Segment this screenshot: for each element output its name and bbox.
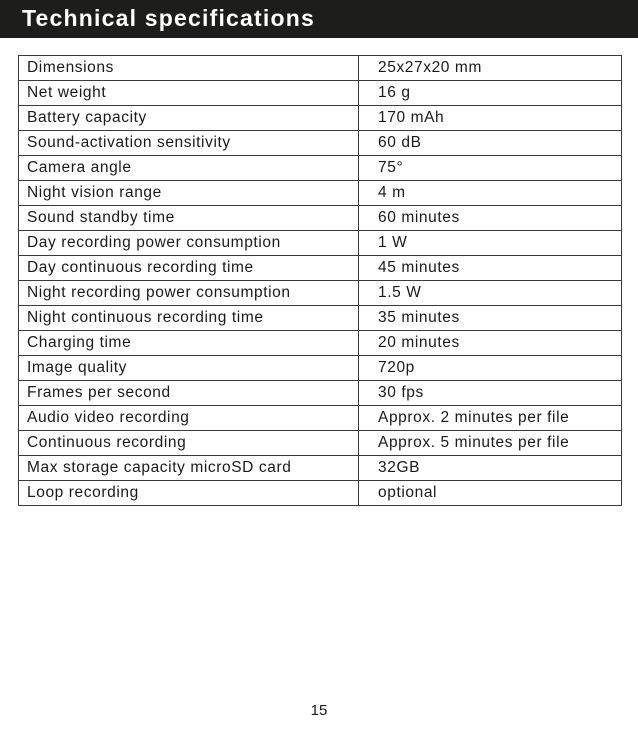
spec-value: Approx. 5 minutes per file [359,431,622,456]
spec-label: Max storage capacity microSD card [19,456,359,481]
spec-value: 1.5 W [359,281,622,306]
spec-table [18,55,622,506]
spec-value: 20 minutes [359,331,622,356]
spec-value: 25x27x20 mm [359,56,622,81]
spec-label: Day recording power consumption [19,231,359,256]
spec-value: Approx. 2 minutes per file [359,406,622,431]
header-bar [0,0,638,38]
spec-label: Night recording power consumption [19,281,359,306]
spec-value: 16 g [359,81,622,106]
spec-value: 32GB [359,456,622,481]
spec-label: Frames per second [19,381,359,406]
spec-label: Continuous recording [19,431,359,456]
spec-value: 45 minutes [359,256,622,281]
spec-label: Sound standby time [19,206,359,231]
spec-value: 60 minutes [359,206,622,231]
spec-label: Loop recording [19,481,359,506]
table-row [19,406,622,431]
table-row [19,481,622,506]
table-row [19,206,622,231]
spec-value: 720p [359,356,622,381]
spec-value: 60 dB [359,131,622,156]
spec-value: 30 fps [359,381,622,406]
spec-value: 4 m [359,181,622,206]
page-title: Technical specifications [22,5,315,31]
table-row [19,331,622,356]
table-row [19,431,622,456]
table-row [19,156,622,181]
spec-label: Dimensions [19,56,359,81]
spec-label: Camera angle [19,156,359,181]
spec-value: 1 W [359,231,622,256]
table-row [19,131,622,156]
spec-label: Audio video recording [19,406,359,431]
spec-label: Net weight [19,81,359,106]
spec-label: Charging time [19,331,359,356]
table-row [19,281,622,306]
spec-value: 75° [359,156,622,181]
spec-label: Night vision range [19,181,359,206]
spec-label: Night continuous recording time [19,306,359,331]
spec-value: optional [359,481,622,506]
spec-label: Image quality [19,356,359,381]
spec-label: Battery capacity [19,106,359,131]
page-number: 15 [310,702,328,719]
table-row [19,181,622,206]
table-row [19,106,622,131]
table-row [19,81,622,106]
table-row [19,256,622,281]
spec-value: 170 mAh [359,106,622,131]
spec-label: Day continuous recording time [19,256,359,281]
table-row [19,456,622,481]
spec-label: Sound-activation sensitivity [19,131,359,156]
table-row [19,306,622,331]
table-row [19,381,622,406]
table-row [19,356,622,381]
table-row [19,231,622,256]
table-row [19,56,622,81]
spec-value: 35 minutes [359,306,622,331]
